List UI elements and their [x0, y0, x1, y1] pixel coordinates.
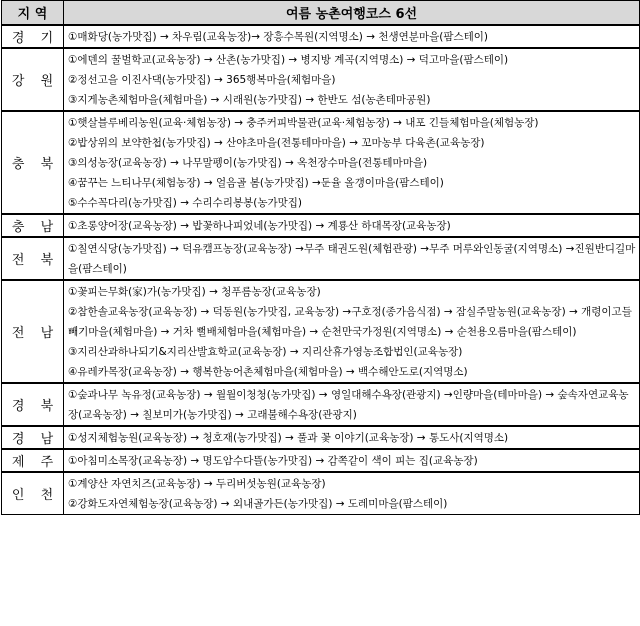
course-item: ①햇살블루베리농원(교육·체험농장) → 충주커피박물관(교육·체험농장) → 내포 긴들체험마을(체험농장)	[68, 117, 539, 129]
course-item: ①초롱양어장(교육농장) → 밥꽃하나피었네(농가맛집) → 계룡산 하대목장(교육농장)	[68, 220, 451, 232]
courses-cell	[64, 383, 640, 426]
courses-cell	[64, 426, 640, 449]
region-cell: 제 주	[2, 449, 64, 472]
course-item: ③지게농촌체험마을(체험마을) → 시래원(농가맛집) → 한반도 섬(농촌테마공원)	[68, 94, 431, 106]
course-item: ②강화도자연체험농장(교육농장) → 외내골가든(농가맛집) → 도레미마을(팜스테이)	[68, 498, 448, 510]
courses-cell	[64, 214, 640, 237]
course-item: ⑤수수꼭다리(농가맛집) → 수리수리봉봉(농가맛집)	[68, 197, 302, 209]
course-item: ①숲과나무 녹유정(교육농장) → 월월이청청(농가맛집) → 영일대해수욕장(관광지) →인량마을(테마마을) → 숲속자연교육농장(교육농장) → 칠보미가(농가맛집) → 고래불해수욕장(관광지)	[68, 389, 629, 421]
farm-tour-courses-table	[1, 0, 640, 515]
course-item: ②정선고을 이진사댁(농가맛집) → 365행복마을(체험마을)	[68, 74, 336, 86]
table-row	[2, 426, 640, 449]
course-item: ①성지체험농원(교육농장) → 청호재(농가맛집) → 풀과 꽃 이야기(교육농장) → 통도사(지역명소)	[68, 432, 509, 444]
table-header-row	[2, 1, 640, 26]
region-cell: 경 기	[2, 25, 64, 48]
course-item: ③의성농장(교육농장) → 나무말펭이(농가맛집) → 옥천장수마을(전통테마마을)	[68, 157, 428, 169]
course-item: ①칠연식당(농가맛집) → 덕유캠프농장(교육농장) →무주 태권도원(체험관광) →무주 머루와인동굴(지역명소) →진원반디길마을(팜스테이)	[68, 243, 636, 275]
courses-column-header: 여름 농촌여행코스 6선	[64, 1, 640, 26]
course-item: ④유레카목장(교육농장) → 행복한농어촌체험마을(체험마을) → 백수해안도로(지역명소)	[68, 366, 468, 378]
region-cell: 경 북	[2, 383, 64, 426]
table-row	[2, 280, 640, 383]
table-row	[2, 25, 640, 48]
region-cell: 충 남	[2, 214, 64, 237]
courses-cell	[64, 48, 640, 111]
course-item: ①에덴의 꿀벌학교(교육농장) → 산촌(농가맛집) → 병지방 계곡(지역명소) → 덕고마을(팜스테이)	[68, 54, 509, 66]
course-item: ①꽃피는무화(家)가(농가맛집) → 청푸름농장(교육농장)	[68, 286, 321, 298]
courses-cell	[64, 25, 640, 48]
region-cell: 강 원	[2, 48, 64, 111]
courses-cell	[64, 280, 640, 383]
region-cell: 경 남	[2, 426, 64, 449]
course-item: ②참한솔교육농장(교육농장) → 덕동원(농가맛집, 교육농장) →구호정(종가음식점) → 잠실주말농원(교육농장) → 개령이고들빼기마을(체험마을) → 거차 뻘배체험마을(체험마을) → 순천만국가정원(지역명소) → 순천용오름마을(팜스테이)	[68, 306, 632, 338]
table-row	[2, 48, 640, 111]
region-column-header: 지 역	[2, 1, 64, 26]
course-item: ③지리산과하나되기&지리산발효학교(교육농장) → 지리산휴가영농조합법인(교육농장)	[68, 346, 463, 358]
course-item: ①계양산 자연치즈(교육농장) → 두리버섯농원(교육농장)	[68, 478, 326, 490]
courses-cell	[64, 472, 640, 515]
courses-cell	[64, 237, 640, 280]
course-item: ①아침미소목장(교육농장) → 명도암수다뜰(농가맛집) → 감쪽같이 색이 피는 집(교육농장)	[68, 455, 478, 467]
table-row	[2, 449, 640, 472]
table-row	[2, 383, 640, 426]
table-row	[2, 111, 640, 214]
region-cell: 전 북	[2, 237, 64, 280]
region-cell: 충 북	[2, 111, 64, 214]
region-cell: 인 천	[2, 472, 64, 515]
region-cell: 전 남	[2, 280, 64, 383]
courses-cell	[64, 449, 640, 472]
table-row	[2, 237, 640, 280]
table-row	[2, 214, 640, 237]
course-item: ②밥상위의 보약한첩(농가맛집) → 산야초마을(전통테마마을) → 꼬마농부 다육촌(교육농장)	[68, 137, 485, 149]
table-row	[2, 472, 640, 515]
courses-cell	[64, 111, 640, 214]
course-item: ④꿈꾸는 느티나무(체험농장) → 얼음골 봄(농가맛집) →둔율 올갱이마을(팜스테이)	[68, 177, 444, 189]
course-item: ①매화당(농가맛집) → 차우림(교육농장)→ 장흥수목원(지역명소) → 천생연분마을(팜스테이)	[68, 31, 488, 43]
